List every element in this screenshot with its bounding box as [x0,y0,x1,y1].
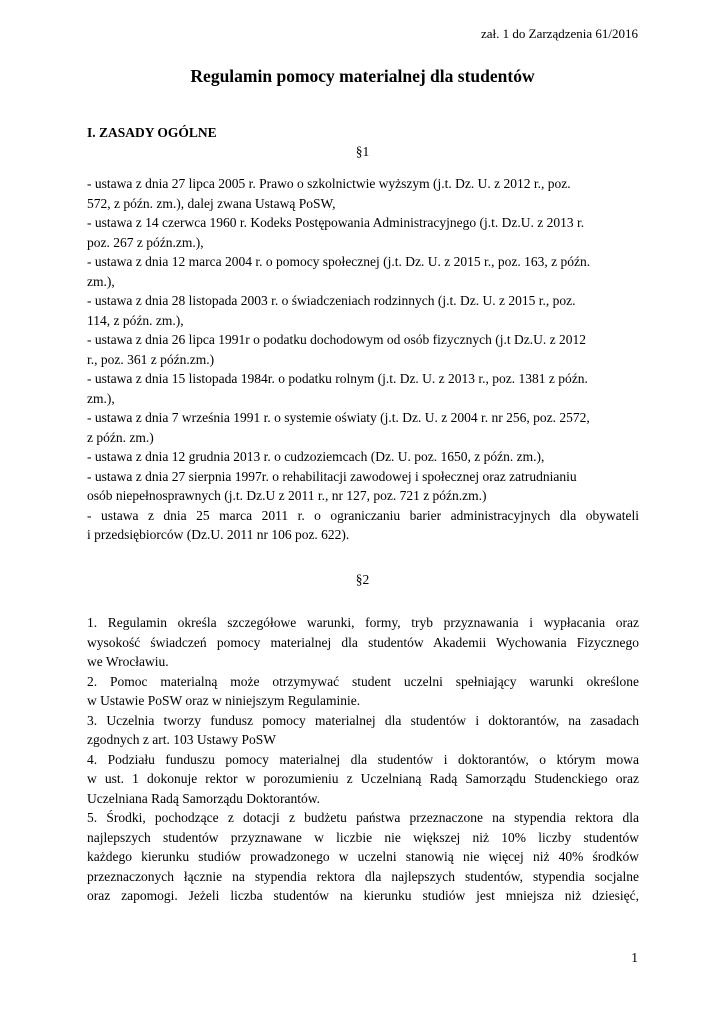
paragraph-line: w ust. 1 dokonuje rektor w porozumieniu z Uczelnianą Radą Samorządu Studenckiego oraz [87,771,639,786]
paragraph-line: każdego kierunku studiów prowadzonego w uczelni stanowią nie więcej niż 40% środków [87,849,639,864]
paragraph-line: Uczelniana Radą Samorządu Doktorantów. [87,790,321,806]
list-item: - ustawa z dnia 12 marca 2004 r. o pomocy społecznej (j.t. Dz. U. z 2015 r., poz. 163, z późn. [87,254,591,269]
list-item: - ustawa z dnia 28 listopada 2003 r. o świadczeniach rodzinnych (j.t. Dz. U. z 2015 r., poz. [87,293,576,308]
paragraph-line: 5. Środki, pochodzące z dotacji z budżetu państwa przeznaczone na stypendia rektora dla [87,810,639,825]
paragraph-line: we Wrocławiu. [87,654,169,669]
list-item: - ustawa z dnia 12 grudnia 2013 r. o cudzoziemcach (Dz. U. poz. 1650, z późn. zm.), [87,449,545,464]
list-item: z późn. zm.) [87,429,154,445]
paragraph-line: wysokość świadczeń pomocy materialnej dla studentów Akademii Wychowania Fizycznego [87,634,639,650]
paragraph-line: 3. Uczelnia tworzy fundusz pomocy materialnej dla studentów i doktorantów, na zasadach [87,712,639,728]
list-item: r., poz. 361 z późn.zm.) [87,351,215,367]
list-item: - ustawa z dnia 26 lipca 1991r o podatku dochodowym od osób fizycznych (j.t Dz.U. z 2012 [87,332,587,347]
section-1-legal-acts-list [87,174,639,545]
list-item: - ustawa z dnia 7 września 1991 r. o systemie oświaty (j.t. Dz. U. z 2004 r. nr 256, poz. 2572, [87,410,590,425]
list-item: 572, z późn. zm.), dalej zwana Ustawą PoSW, [87,195,336,211]
list-item: - ustawa z dnia 27 lipca 2005 r. Prawo o szkolnictwie wyższym (j.t. Dz. U. z 2012 r., poz. [87,176,571,191]
paragraph-line: w Ustawie PoSW oraz w niniejszym Regulaminie. [87,693,361,708]
list-item: - ustawa z 14 czerwca 1960 r. Kodeks Postępowania Administracyjnego (j.t. Dz.U. z 2013 r. [87,215,585,230]
paragraph-line: 2. Pomoc materialną może otrzymywać student uczelni spełniający warunki określone [87,673,639,689]
list-item: osób niepełnosprawnych (j.t. Dz.U z 2011 r., nr 127, poz. 721 z późn.zm.) [87,488,487,503]
list-item: - ustawa z dnia 15 listopada 1984r. o podatku rolnym (j.t. Dz. U. z 2013 r., poz. 1381 z późn. [87,371,588,386]
list-item: 114, z późn. zm.), [87,312,184,328]
section-2-body [87,613,639,906]
paragraph-line: 1. Regulamin określa szczegółowe warunki, formy, tryb przyznawania i wypłacania oraz [87,615,639,630]
chapter-heading: I. ZASADY OGÓLNE [87,125,217,140]
page-number: 1 [631,950,638,965]
section-2-symbol: §2 [355,572,370,587]
list-item: zm.), [87,390,115,406]
paragraph-line: 4. Podziału funduszu pomocy materialnej dla studentów i doktorantów, o którym mowa [87,751,639,767]
list-item: - ustawa z dnia 27 sierpnia 1997r. o rehabilitacji zawodowej i społecznej oraz zatrudnianiu [87,468,577,484]
paragraph-line: zgodnych z art. 103 Ustawy PoSW [87,732,276,747]
paragraph-line: najlepszych studentów przyznawane w liczbie nie większej niż 10% liczby studentów [87,829,639,845]
list-item: - ustawa z dnia 25 marca 2011 r. o ograniczaniu barier administracyjnych dla obywateli [87,507,639,523]
list-item: poz. 267 z późn.zm.), [87,234,204,250]
paragraph-line: przeznaczonych łącznie na stypendia rektora dla najlepszych studentów, stypendia socjalne [87,868,639,884]
section-1-symbol: §1 [355,144,370,159]
list-item: i przedsiębiorców (Dz.U. 2011 nr 106 poz. 622). [87,527,350,542]
paragraph-line: oraz zapomogi. Jeżeli liczba studentów na kierunku studiów jest mniejsza niż dziesięć, [87,888,639,903]
list-item: zm.), [87,273,115,289]
document-title: Regulamin pomocy materialnej dla studentów [190,66,535,86]
annex-note: zał. 1 do Zarządzenia 61/2016 [480,26,638,41]
